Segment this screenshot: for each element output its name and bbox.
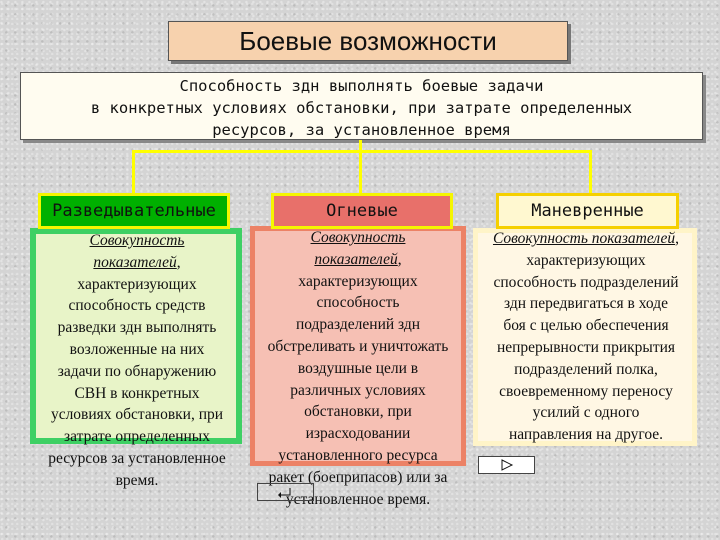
- recon-line: затрате определенных: [64, 428, 210, 446]
- maneuver-lead: Совокупность показателей: [492, 230, 676, 247]
- fire-line: обстреливать и уничтожать: [267, 337, 449, 355]
- back-arrow-icon: [278, 486, 294, 498]
- fire-description: Совокупность показателей, характеризующих способность подразделений здн обстреливать и уничтожать воздушные цели в различных условиях обстановки, при израсходовании установленного ресурса ракет (боеприпасов) или за установленное время.: [245, 227, 471, 510]
- fire-line: способность: [316, 294, 400, 312]
- definition-line-1: Способность здн выполнять боевые задачи: [179, 77, 544, 95]
- page-title: [168, 21, 568, 61]
- recon-line: задачи по обнаружению: [57, 362, 217, 380]
- recon-lead-2: показателей: [93, 253, 177, 271]
- recon-line: ресурсов за установленное: [48, 449, 226, 467]
- recon-line: возложенные на них: [69, 340, 205, 358]
- maneuver-description: Совокупность показателей, характеризующих способность подразделений здн передвигаться в ходе боя с целью обеспечения непрерывности прикрытия подразделений полка, своевременному переносу усилий с одного направления на другое.: [473, 228, 699, 446]
- fire-line: характеризующих: [298, 272, 418, 290]
- maneuver-line: направления на другое.: [508, 426, 664, 444]
- recon-line: способность средств: [68, 297, 206, 315]
- fire-line: различных условиях: [290, 381, 426, 399]
- maneuver-line: усилий с одного: [532, 404, 640, 422]
- fire-line: установленного ресурса: [278, 446, 438, 464]
- recon-line: разведки здн выполнять: [57, 319, 217, 337]
- recon-header: [38, 193, 230, 229]
- recon-line: СВН в конкретных: [74, 384, 200, 402]
- page-title-text: Боевые возможности: [239, 25, 497, 56]
- maneuver-header: [496, 193, 679, 229]
- connector-left: [132, 150, 135, 193]
- next-slide-button[interactable]: [478, 456, 535, 474]
- maneuver-line: здн передвигаться в ходе: [504, 295, 668, 313]
- fire-line: обстановки, при: [304, 403, 412, 421]
- fire-line: израсходовании: [305, 425, 411, 443]
- fire-header: [271, 193, 453, 229]
- maneuver-line: способность подразделений: [493, 273, 679, 291]
- back-button[interactable]: [257, 483, 314, 501]
- maneuver-line: подразделений полка,: [514, 360, 658, 378]
- recon-line: время.: [115, 471, 159, 489]
- recon-header-label: Разведывательные: [52, 201, 216, 221]
- definition-box: [20, 72, 703, 140]
- fire-header-label: Огневые: [326, 201, 398, 221]
- connector-center: [359, 150, 362, 193]
- fire-lead-2: показателей: [314, 250, 398, 268]
- maneuver-line: характеризующих: [526, 251, 646, 269]
- maneuver-line: непрерывности прикрытия: [496, 338, 676, 356]
- recon-line: условиях обстановки, при: [50, 406, 224, 424]
- fire-line: установленное время.: [285, 490, 431, 508]
- definition-line-3: ресурсов, за установленное время: [212, 121, 511, 139]
- recon-line: характеризующих: [77, 275, 197, 293]
- connector-right: [589, 150, 592, 193]
- fire-line: подразделений здн: [295, 316, 421, 334]
- maneuver-line: своевременному переносу: [499, 382, 673, 400]
- connector-horizontal: [132, 150, 592, 153]
- fire-line: ракет (боеприпасов) или за: [268, 468, 448, 486]
- play-triangle-icon: [500, 459, 514, 471]
- recon-description: Совокупность показателей, характеризующих способность средств разведки здн выполнять возложенные на них задачи по обнаружению СВН в конкретных условиях обстановки, при затрате определенных ресурсов за установленное время.: [22, 230, 252, 492]
- fire-lead-1: Совокупность: [310, 229, 406, 246]
- fire-line: воздушные цели в: [297, 359, 419, 377]
- maneuver-header-label: Маневренные: [531, 201, 644, 221]
- recon-lead-1: Совокупность: [89, 232, 185, 249]
- maneuver-line: боя с целью обеспечения: [503, 317, 669, 335]
- definition-line-2: в конкретных условиях обстановки, при затрате определенных: [90, 99, 633, 117]
